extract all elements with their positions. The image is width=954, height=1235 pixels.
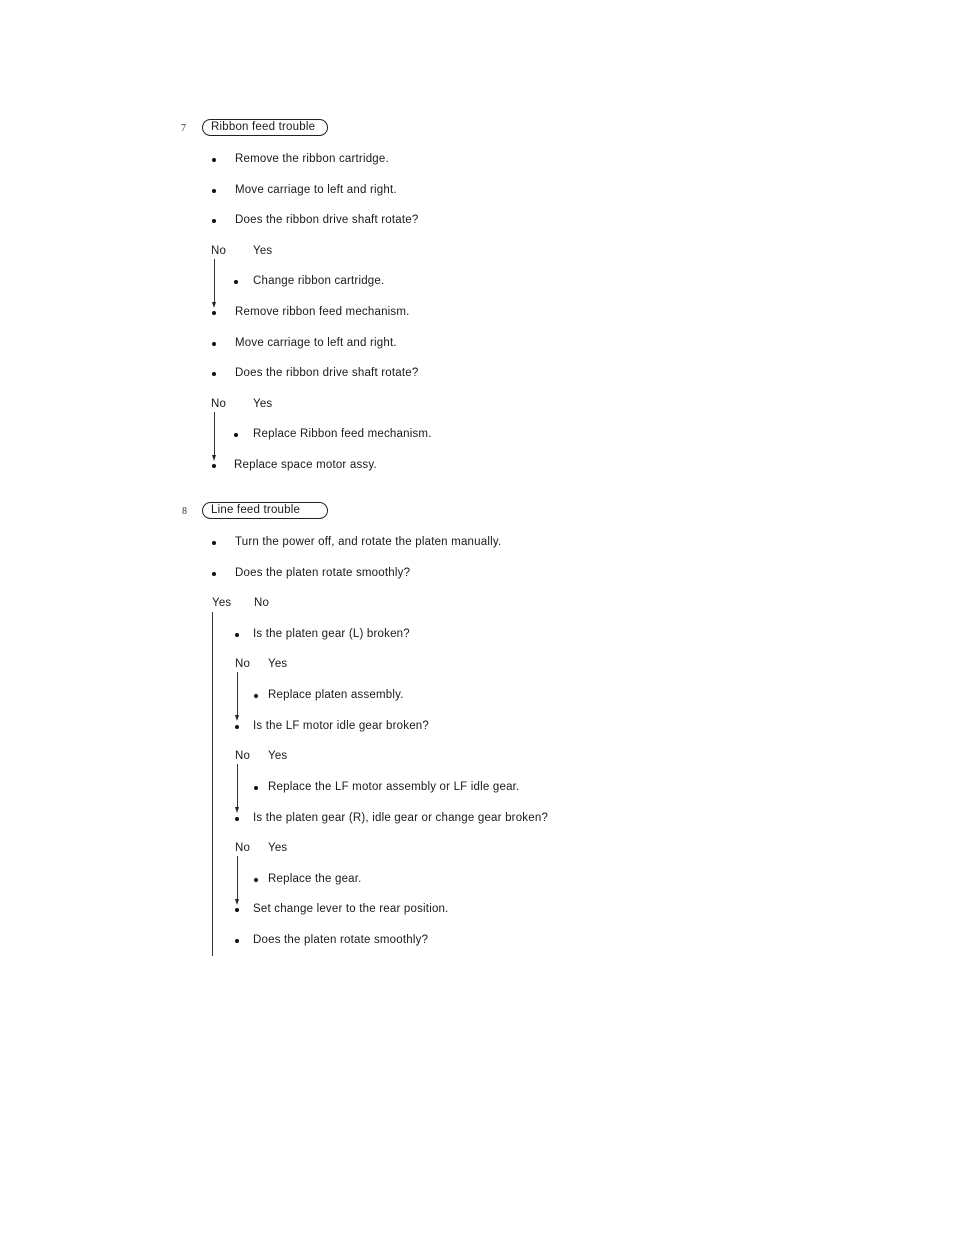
bullet-icon: [212, 158, 216, 162]
bullet-icon: [212, 311, 216, 315]
step-text: Does the platen rotate smoothly?: [235, 567, 411, 579]
branch-yes-label: Yes: [268, 842, 288, 854]
yes-action-text: Replace the LF motor assembly or LF idle gear.: [268, 781, 520, 793]
bullet-icon: [254, 786, 258, 790]
arrow-down-icon: [235, 715, 239, 721]
bullet-icon: [254, 878, 258, 882]
step-text: Move carriage to left and right.: [235, 337, 397, 349]
bullet-icon: [235, 725, 239, 729]
section-number: 7: [181, 123, 186, 134]
bullet-icon: [234, 433, 238, 437]
arrow-down-icon: [235, 807, 239, 813]
branch-no-label: No: [211, 398, 227, 410]
branch-yes-label: Yes: [253, 245, 273, 257]
question-text: Is the platen gear (R), idle gear or change gear broken?: [253, 812, 549, 824]
bullet-icon: [235, 939, 239, 943]
branch-yes-label: Yes: [212, 597, 232, 609]
final-step-text: Replace space motor assy.: [234, 459, 377, 471]
question-text: Is the platen gear (L) broken?: [253, 628, 410, 640]
question-text: Is the LF motor idle gear broken?: [253, 720, 429, 732]
yes-action-text: Replace platen assembly.: [268, 689, 404, 701]
step-text: Remove ribbon feed mechanism.: [235, 306, 410, 318]
flow-line: [237, 856, 238, 902]
branch-no-label: No: [235, 658, 251, 670]
arrow-down-icon: [212, 302, 216, 308]
flow-line: [237, 672, 238, 718]
bullet-icon: [234, 280, 238, 284]
step-text: Remove the ribbon cartridge.: [235, 153, 389, 165]
bullet-icon: [212, 464, 216, 468]
bullet-icon: [254, 694, 258, 698]
bullet-icon: [212, 372, 216, 376]
branch-no-label: No: [254, 597, 270, 609]
arrow-down-icon: [212, 455, 216, 461]
branch-yes-label: Yes: [268, 750, 288, 762]
bullet-icon: [212, 219, 216, 223]
branch-yes-label: Yes: [268, 658, 288, 670]
bullet-icon: [235, 817, 239, 821]
step-text: Does the ribbon drive shaft rotate?: [235, 214, 419, 226]
yes-action-text: Replace Ribbon feed mechanism.: [253, 428, 432, 440]
branch-no-label: No: [211, 245, 227, 257]
arrow-down-icon: [235, 899, 239, 905]
section-number: 8: [182, 506, 187, 517]
bullet-icon: [235, 908, 239, 912]
step-text: Does the ribbon drive shaft rotate?: [235, 367, 419, 379]
step-text: Turn the power off, and rotate the platen manually.: [235, 536, 502, 548]
yes-action-text: Replace the gear.: [268, 873, 362, 885]
flow-line: [214, 259, 215, 305]
branch-yes-label: Yes: [253, 398, 273, 410]
yes-action-text: Change ribbon cartridge.: [253, 275, 385, 287]
step-text: Set change lever to the rear position.: [253, 903, 449, 915]
step-text: Move carriage to left and right.: [235, 184, 397, 196]
section-title-pill: Ribbon feed trouble: [202, 119, 328, 136]
branch-no-label: No: [235, 842, 251, 854]
flow-line: [214, 412, 215, 458]
bullet-icon: [212, 189, 216, 193]
section-title-pill: Line feed trouble: [202, 502, 328, 519]
bullet-icon: [212, 342, 216, 346]
flow-line-long: [212, 612, 213, 956]
branch-no-label: No: [235, 750, 251, 762]
bullet-icon: [212, 572, 216, 576]
bullet-icon: [212, 541, 216, 545]
question-text: Does the platen rotate smoothly?: [253, 934, 429, 946]
bullet-icon: [235, 633, 239, 637]
flow-line: [237, 764, 238, 810]
